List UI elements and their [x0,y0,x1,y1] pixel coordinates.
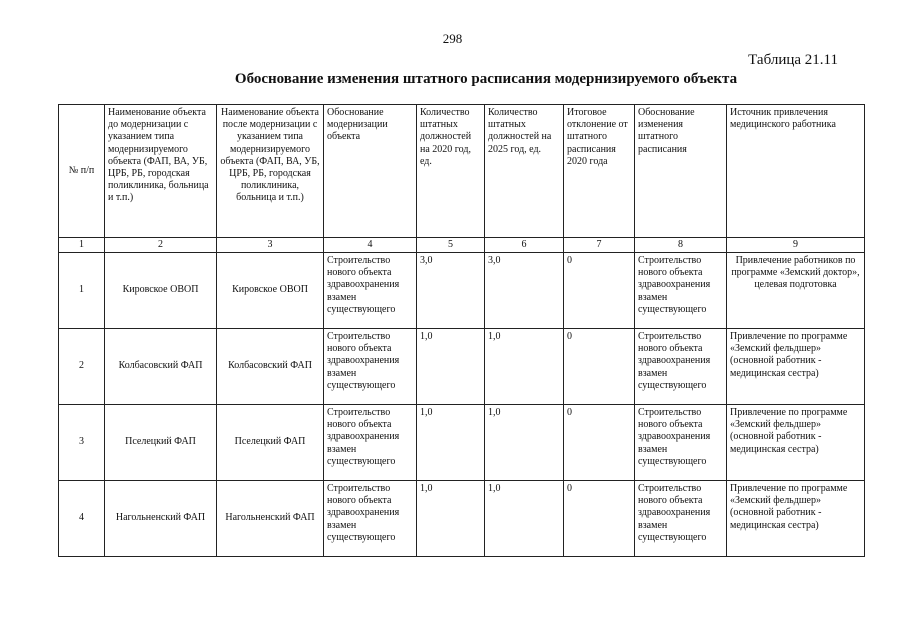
worker-source: Привлечение по программе «Земский фельдшер» (основной работник - медицинская сестра) [727,405,865,481]
column-number: 3 [217,238,324,253]
table-row [59,481,865,557]
object-after: Колбасовский ФАП [217,329,324,405]
header-cell-num: № п/п [59,105,105,238]
staff-2020: 1,0 [417,329,485,405]
column-number: 5 [417,238,485,253]
row-number: 4 [59,481,105,557]
justification: Строительство нового объекта здравоохранения взамен существующего [324,481,417,557]
column-number: 6 [485,238,564,253]
object-after: Кировское ОВОП [217,253,324,329]
staff-2020: 1,0 [417,405,485,481]
header-cell-object-before: Наименование объекта до модернизации с указанием типа модернизируемого объекта (ФАП, ВА, УБ, ЦРБ, РБ, городская поликлиника, больница и т.п.) [105,105,217,238]
column-number: 8 [635,238,727,253]
object-after: Нагольненский ФАП [217,481,324,557]
header-cell-object-after: Наименование объекта после модернизации с указанием типа модернизируемого объекта (ФАП, ВА, УБ, ЦРБ, РБ, городская поликлиника, больница и т.п.) [217,105,324,238]
column-number: 2 [105,238,217,253]
object-before: Нагольненский ФАП [105,481,217,557]
document-title: Обоснование изменения штатного расписания модернизируемого объекта [234,71,738,87]
table-row [59,405,865,481]
row-number: 2 [59,329,105,405]
staff-change-reason: Строительство нового объекта здравоохранения взамен существующего [635,253,727,329]
table-row [59,329,865,405]
worker-source: Привлечение работников по программе «Земский доктор», целевая подготовка [727,253,865,329]
staff-2025: 3,0 [485,253,564,329]
column-number: 4 [324,238,417,253]
header-cell-source: Источник привлечения медицинского работника [727,105,865,238]
staff-2025: 1,0 [485,329,564,405]
deviation: 0 [564,405,635,481]
justification: Строительство нового объекта здравоохранения взамен существующего [324,405,417,481]
column-number: 1 [59,238,105,253]
justification: Строительство нового объекта здравоохранения взамен существующего [324,329,417,405]
header-cell-staff-2020: Количество штатных должностей на 2020 год, ед. [417,105,485,238]
row-number: 1 [59,253,105,329]
column-number: 9 [727,238,865,253]
deviation: 0 [564,481,635,557]
table-label: Таблица 21.11 [748,52,838,68]
header-cell-staff-2025: Количество штатных должностей на 2025 год, ед. [485,105,564,238]
worker-source: Привлечение по программе «Земский фельдшер» (основной работник - медицинская сестра) [727,481,865,557]
staff-change-reason: Строительство нового объекта здравоохранения взамен существующего [635,405,727,481]
staff-2025: 1,0 [485,405,564,481]
page-number: 298 [442,31,463,46]
deviation: 0 [564,253,635,329]
object-before: Кировское ОВОП [105,253,217,329]
staff-2025: 1,0 [485,481,564,557]
object-before: Колбасовский ФАП [105,329,217,405]
justification: Строительство нового объекта здравоохранения взамен существующего [324,253,417,329]
deviation: 0 [564,329,635,405]
header-cell-justification: Обоснование модернизации объекта [324,105,417,238]
column-number-row [59,238,865,253]
table-row [59,253,865,329]
staffing-table [58,104,865,557]
column-number: 7 [564,238,635,253]
header-cell-change-reason: Обоснование изменения штатного расписания [635,105,727,238]
header-cell-deviation: Итоговое отклонение от штатного расписания 2020 года [564,105,635,238]
staff-2020: 1,0 [417,481,485,557]
row-number: 3 [59,405,105,481]
staff-change-reason: Строительство нового объекта здравоохранения взамен существующего [635,481,727,557]
staff-change-reason: Строительство нового объекта здравоохранения взамен существующего [635,329,727,405]
staff-2020: 3,0 [417,253,485,329]
object-before: Пселецкий ФАП [105,405,217,481]
object-after: Пселецкий ФАП [217,405,324,481]
worker-source: Привлечение по программе «Земский фельдшер» (основной работник - медицинская сестра) [727,329,865,405]
header-row [59,105,865,238]
